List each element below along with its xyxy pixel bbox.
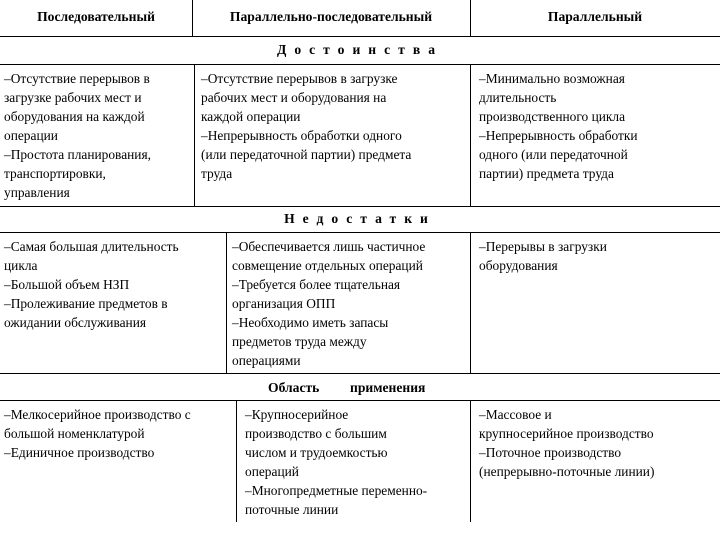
text-line: оборудования на каждой [4,109,145,124]
application-parallel-sequential [245,405,467,519]
table-rule [0,373,720,374]
text-line: каждой операции [201,109,301,124]
text-line: –Поточное производство [479,445,622,460]
text-line: –Большой объем НЗП [4,277,130,292]
text-line: ожидании обслуживания [4,315,147,330]
column-rule [236,400,237,522]
text-line: совмещение отдельных операций [232,258,423,273]
section-disadvantages: Недостатки [284,211,436,226]
text-line: –Мелкосерийное производство с [4,407,191,422]
text-line: –Минимально возможная [479,71,625,86]
text-line: –Отсутствие перерывов в загрузке [201,71,398,86]
table-rule [0,36,720,37]
text-line: крупносерийное производство [479,426,654,441]
text-line: –Массовое и [479,407,552,422]
table-rule [0,400,720,401]
section-application-word1: Область [268,380,320,395]
text-line: –Простота планирования, [4,147,151,162]
application-sequential [4,405,234,462]
column-rule [194,64,195,206]
text-line: –Обеспечивается лишь частичное [232,239,426,254]
text-line: партии) предмета труда [479,166,614,181]
text-line: операции [4,128,58,143]
text-line: большой номенклатурой [4,426,145,441]
text-line: оборудования [479,258,558,273]
table-rule [0,206,720,207]
text-line: длительность [479,90,557,105]
advantages-parallel [479,69,715,183]
advantages-parallel-sequential [201,69,467,183]
text-line: загрузке рабочих мест и [4,90,142,105]
text-line: операциями [232,353,301,368]
header-sequential: Последовательный [37,9,155,24]
column-rule [226,232,227,373]
text-line: –Требуется более тщательная [232,277,401,292]
text-line: поточные линии [245,502,339,517]
text-line: организация ОПП [232,296,336,311]
text-line: числом и трудоемкостью [245,445,388,460]
section-advantages: Достоинства [277,42,443,57]
column-rule [470,64,471,206]
text-line: –Многопредметные переменно- [245,483,428,498]
disadvantages-parallel-sequential [232,237,468,370]
column-rule [470,400,471,522]
column-rule [470,232,471,373]
header-parallel: Параллельный [547,9,643,24]
disadvantages-sequential [4,237,224,332]
text-line: транспортировки, [4,166,106,181]
header-parallel-sequential: Параллельно-последовательный [229,9,433,24]
section-application-word2: применения [350,380,426,395]
text-line: предметов труда между [232,334,367,349]
text-line: управления [4,185,70,200]
text-line: –Перерывы в загрузки [479,239,607,254]
text-line: (непрерывно-поточные линии) [479,464,655,479]
text-line: труда [201,166,233,181]
text-line: (или передаточной партии) предмета [201,147,412,162]
text-line: операций [245,464,299,479]
disadvantages-parallel [479,237,715,275]
text-line: –Непрерывность обработки [479,128,638,143]
text-line: –Единичное производство [4,445,155,460]
text-line: цикла [4,258,38,273]
text-line: производство с большим [245,426,387,441]
advantages-sequential [4,69,190,202]
text-line: одного (или передаточной [479,147,628,162]
text-line: –Пролеживание предметов в [4,296,168,311]
text-line: –Необходимо иметь запасы [232,315,389,330]
application-parallel [479,405,693,481]
text-line: –Самая большая длительность [4,239,179,254]
text-line: производственного цикла [479,109,626,124]
table-rule [0,64,720,65]
table-rule [0,232,720,233]
text-line: –Непрерывность обработки одного [201,128,402,143]
text-line: –Крупносерийное [245,407,349,422]
text-line: рабочих мест и оборудования на [201,90,387,105]
text-line: –Отсутствие перерывов в [4,71,150,86]
